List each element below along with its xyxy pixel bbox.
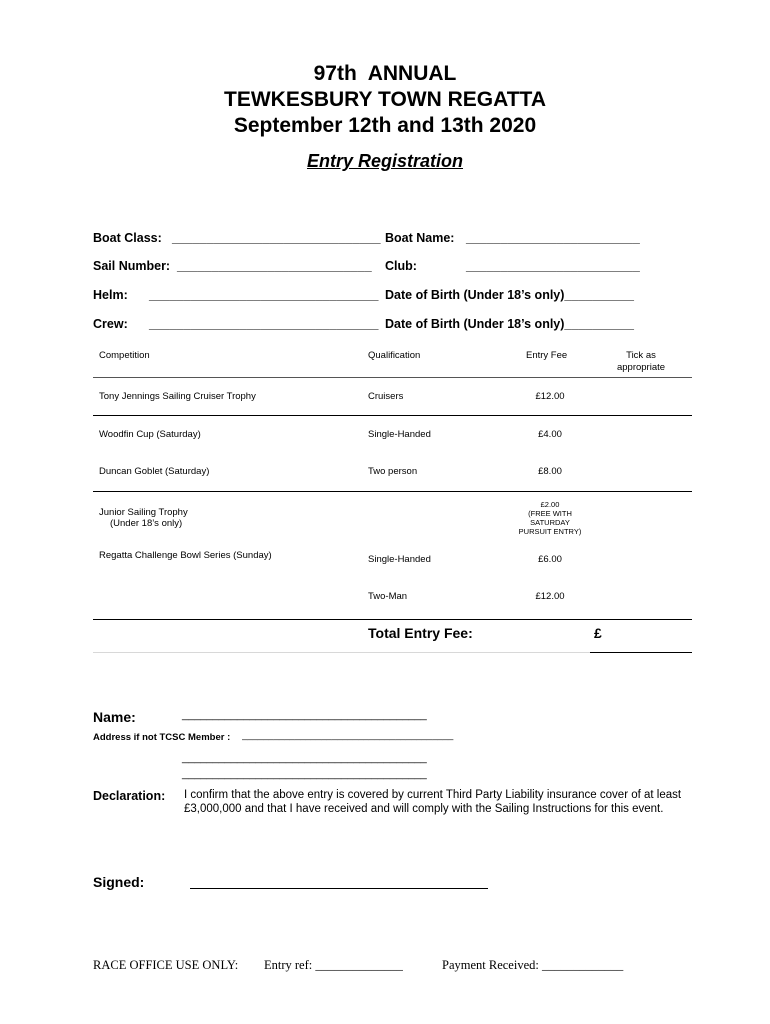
boat-class-field[interactable]: ______________________________ (172, 231, 381, 245)
boat-name-field[interactable]: _________________________ (466, 231, 640, 245)
helm-label: Helm: (93, 288, 128, 302)
header-entry-fee: Entry Fee (526, 350, 568, 361)
sail-number-label: Sail Number: (93, 259, 171, 273)
challenge-two-fee: £12.00 (535, 591, 565, 602)
header-qualification: Qualification (368, 350, 421, 361)
tick-box[interactable] (610, 548, 680, 570)
sail-number-field[interactable]: ____________________________ (177, 259, 372, 273)
challenge-two-qualification: Two-Man (368, 591, 408, 602)
crew-label: Crew: (93, 317, 128, 331)
row-qualification: Two person (368, 466, 418, 477)
junior-competition-line-1: Junior Sailing Trophy (99, 507, 188, 518)
crew-field[interactable]: _________________________________ (149, 317, 379, 331)
tick-box[interactable] (610, 423, 680, 445)
crew-dob-field[interactable]: Date of Birth (Under 18’s only)__________ (385, 317, 634, 331)
club-label: Club: (385, 259, 417, 273)
boat-class-label: Boat Class: (93, 231, 162, 245)
club-field[interactable]: _________________________ (466, 259, 640, 273)
subtitle: Entry Registration (306, 151, 464, 171)
row-fee: £12.00 (535, 391, 565, 402)
helm-dob-field[interactable]: Date of Birth (Under 18’s only)__________ (385, 288, 634, 302)
helm-field[interactable]: _________________________________ (149, 288, 379, 302)
signature-line[interactable] (190, 888, 488, 889)
boat-name-label: Boat Name: (385, 231, 455, 245)
total-entry-fee-field[interactable] (600, 625, 690, 651)
table-bottom-rule (93, 652, 590, 653)
tick-box[interactable] (610, 505, 680, 529)
junior-fee-line-1: £2.00 (540, 500, 560, 509)
total-underline (590, 652, 692, 653)
address-field-line-3[interactable]: ________________________________________ (182, 768, 427, 780)
entry-ref-field[interactable]: Entry ref: ______________ (264, 958, 403, 972)
row-competition: Woodfin Cup (Saturday) (99, 429, 201, 440)
junior-fee-line-2: (FREE WITH (528, 509, 572, 518)
header-tick-line-1: Tick as (626, 350, 656, 361)
table-divider (93, 491, 692, 492)
title-line-1: 97th ANNUAL (313, 62, 457, 85)
declaration-label: Declaration: (93, 789, 166, 803)
challenge-competition: Regatta Challenge Bowl Series (Sunday) (99, 550, 272, 561)
row-qualification: Single-Handed (368, 429, 431, 440)
title-line-2: TEWKESBURY TOWN REGATTA (224, 88, 546, 111)
row-fee: £4.00 (538, 429, 562, 440)
title-line-3: September 12th and 13th 2020 (233, 114, 537, 137)
header-tick-line-2: appropriate (616, 362, 666, 373)
tick-box[interactable] (610, 460, 680, 482)
race-office-label: RACE OFFICE USE ONLY: (93, 958, 239, 972)
challenge-single-qualification: Single-Handed (368, 554, 431, 565)
tick-box[interactable] (610, 585, 680, 607)
challenge-single-fee: £6.00 (538, 554, 562, 565)
header-competition: Competition (99, 350, 150, 361)
table-divider (93, 377, 692, 378)
junior-fee-line-3: SATURDAY (530, 518, 570, 527)
row-qualification: Cruisers (368, 391, 404, 402)
declaration-text: I confirm that the above entry is covered by current Third Party Liability insurance cover of at least £3,000,000 and that I have received and will comply with the Sailing Instructions for this event. (184, 789, 682, 815)
row-competition: Tony Jennings Sailing Cruiser Trophy (99, 391, 256, 402)
table-divider (93, 619, 692, 620)
junior-competition-line-2: (Under 18’s only) (110, 518, 183, 529)
name-label: Name: (93, 709, 136, 725)
tick-box[interactable] (610, 385, 680, 407)
junior-fee-line-4: PURSUIT ENTRY) (518, 527, 582, 536)
row-fee: £8.00 (538, 466, 562, 477)
address-label: Address if not TCSC Member : (93, 732, 231, 743)
name-field[interactable]: ________________________________________ (182, 709, 427, 721)
table-divider (93, 415, 692, 416)
signed-label: Signed: (93, 874, 145, 890)
total-currency-symbol: £ (594, 625, 602, 641)
row-competition: Duncan Goblet (Saturday) (99, 466, 210, 477)
address-field-line-2[interactable]: ________________________________________ (182, 752, 427, 764)
payment-received-field[interactable]: Payment Received: _____________ (442, 958, 624, 972)
total-entry-fee-label: Total Entry Fee: (368, 625, 473, 641)
address-field-line-1[interactable]: ________________________________________ (242, 730, 454, 741)
